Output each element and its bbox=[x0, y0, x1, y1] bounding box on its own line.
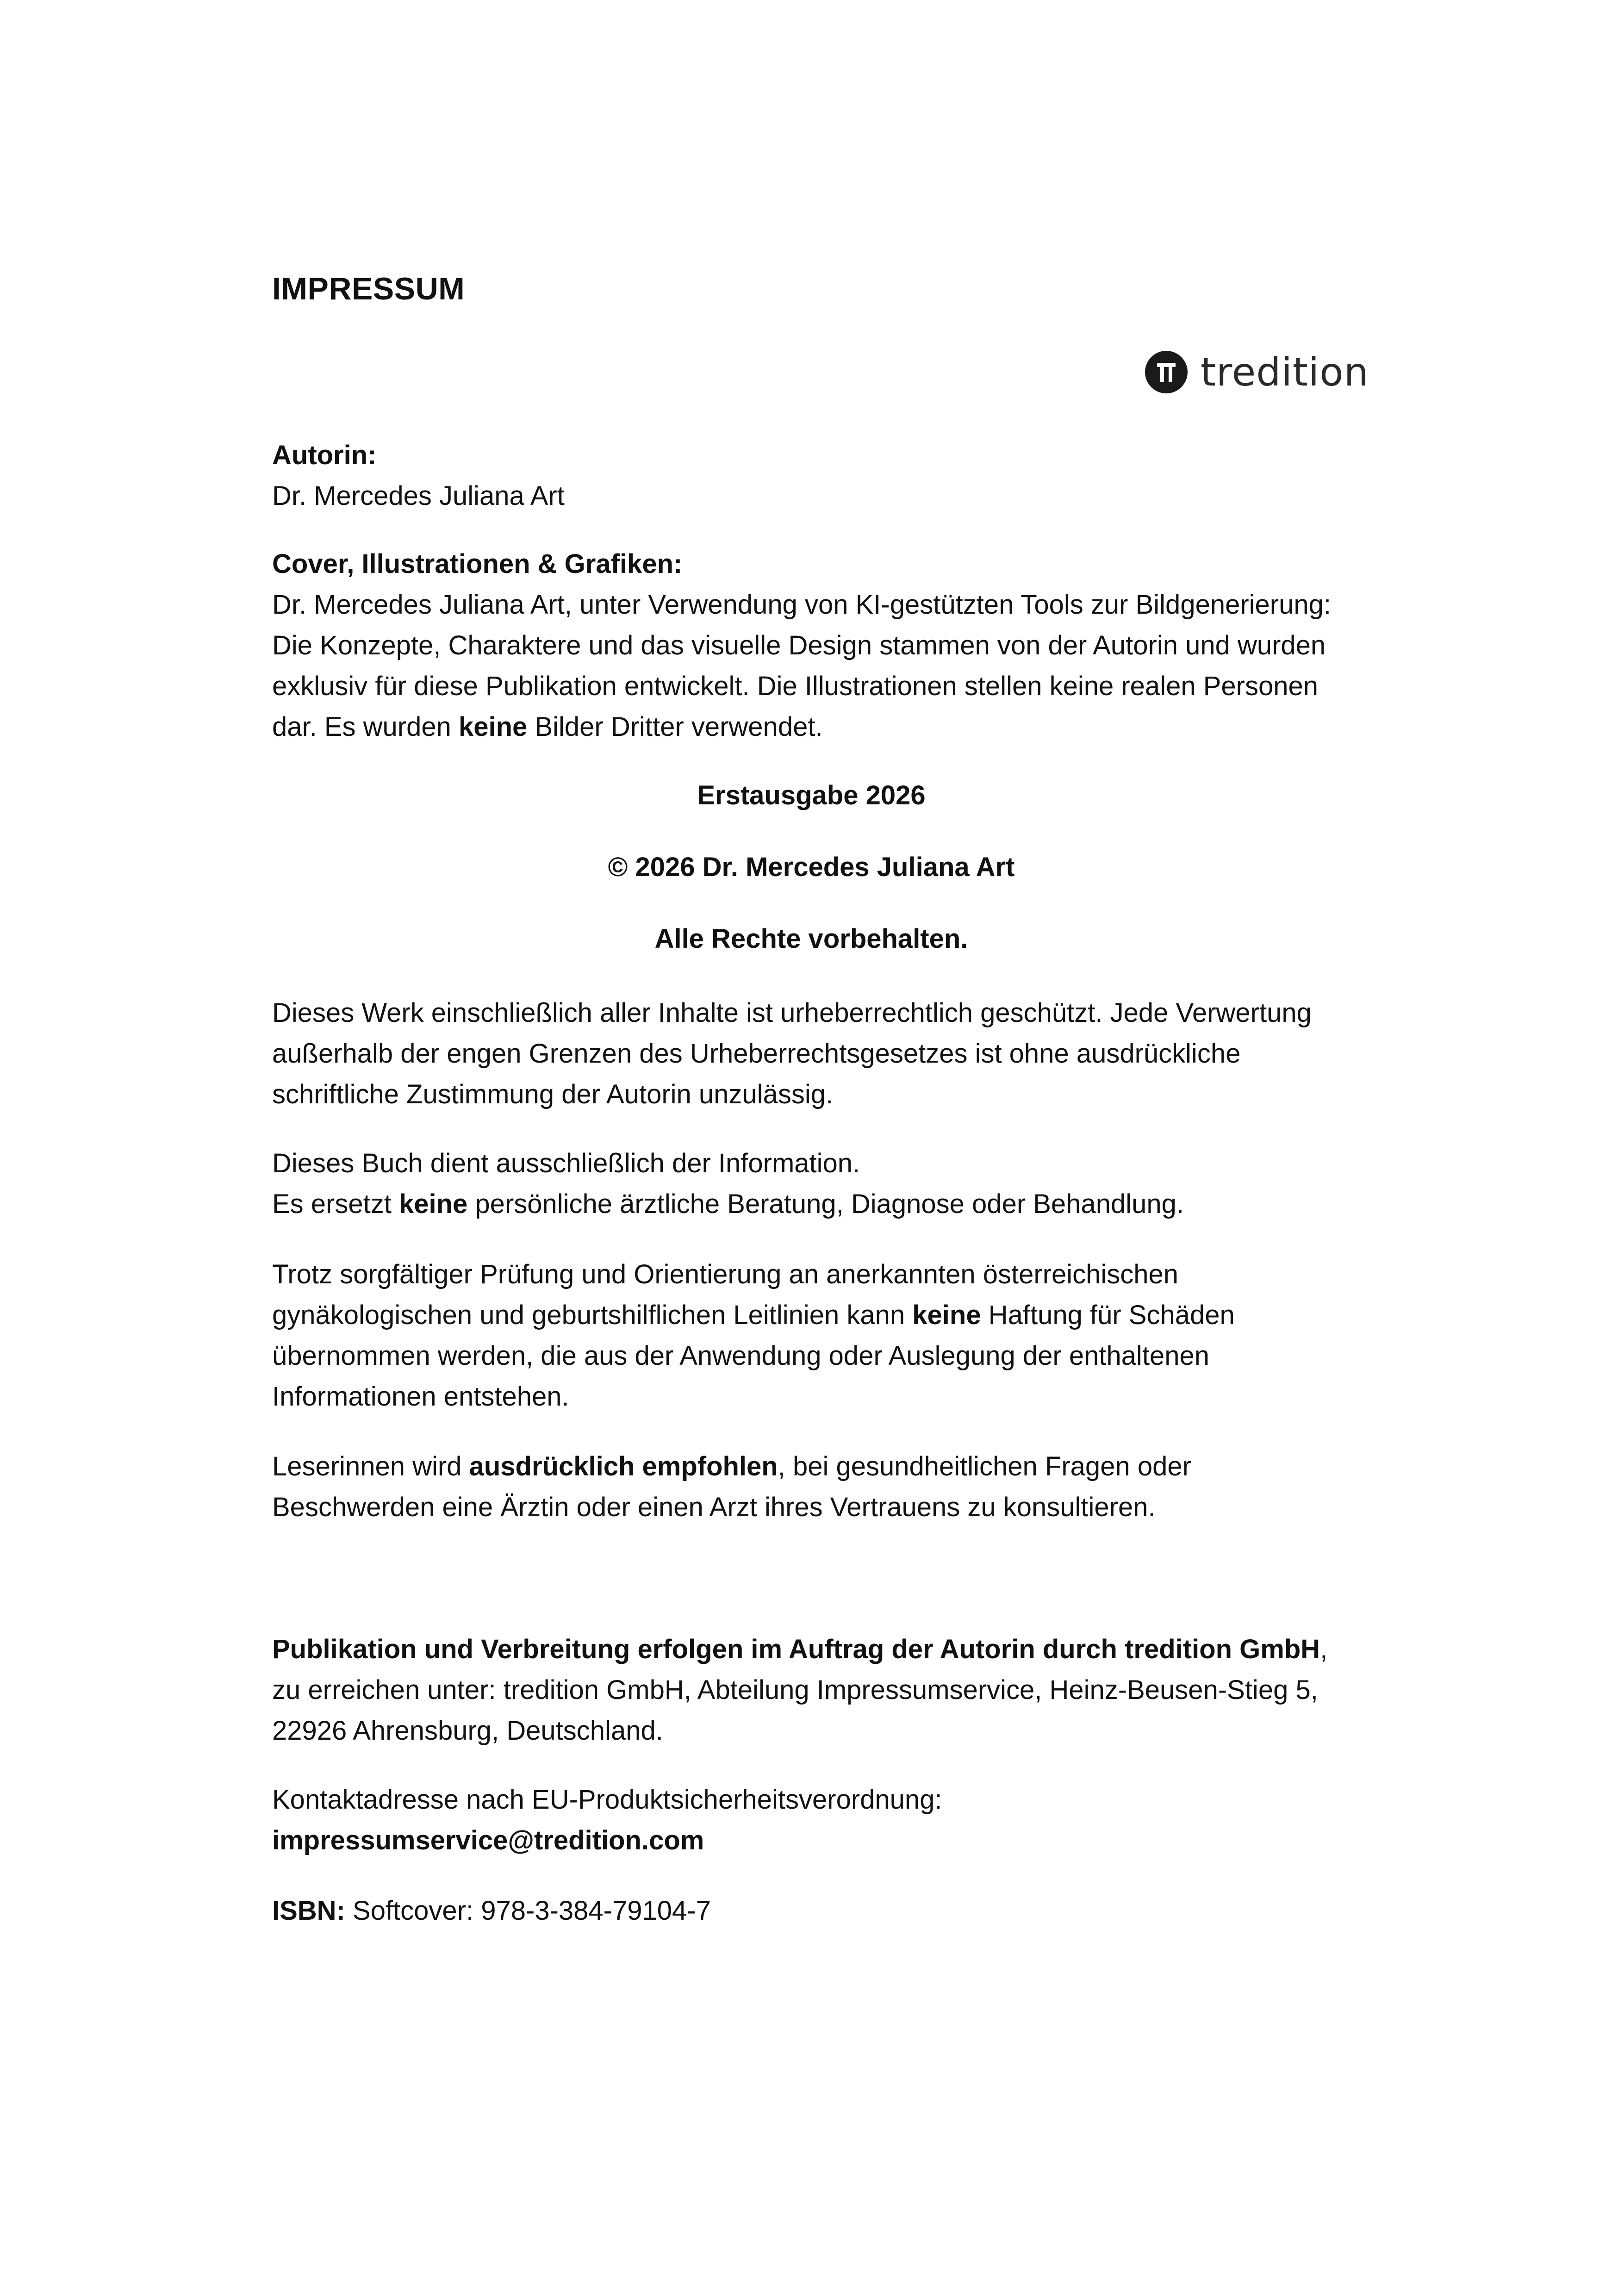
advice-paragraph: Leserinnen wird ausdrücklich empfohlen, bei gesundheitlichen Fragen oder Beschwerden eine Ärztin oder einen Arzt ihres Vertrauens zu konsultieren. bbox=[272, 1451, 1191, 1522]
cover-section bbox=[272, 544, 1350, 747]
contact-section bbox=[272, 1780, 1350, 1861]
tredition-logo-icon bbox=[1145, 351, 1188, 393]
logo-text: tredition bbox=[1201, 349, 1369, 395]
cover-label: Cover, Illustrationen & Grafiken: bbox=[272, 549, 683, 579]
publication-emphasis: Publikation und Verbreitung erfolgen im Auftrag der Autorin durch tredition GmbH bbox=[272, 1634, 1320, 1664]
info-line-2: Es ersetzt keine persönliche ärztliche Beratung, Diagnose oder Behandlung. bbox=[272, 1189, 1184, 1219]
contact-email[interactable]: impressumservice@tredition.com bbox=[272, 1825, 704, 1855]
liability-paragraph: Trotz sorgfältiger Prüfung und Orientierung an anerkannten österreichischen gynäkologischen und geburtshilflichen Leitlinien kann keine Haftung für Schäden übernommen werden, die aus der Anwendung oder Auslegung der enthaltenen Informationen entstehen. bbox=[272, 1259, 1235, 1412]
info-paragraph bbox=[272, 1143, 1350, 1225]
copyright: © 2026 Dr. Mercedes Juliana Art bbox=[608, 852, 1015, 882]
rights-reserved: Alle Rechte vorbehalten. bbox=[654, 924, 968, 954]
info-emphasis: keine bbox=[398, 1189, 468, 1219]
edition: Erstausgabe 2026 bbox=[697, 780, 926, 810]
copyright-paragraph: Dieses Werk einschließlich aller Inhalte ist urheberrechtlich geschützt. Jede Verwertung außerhalb der engen Grenzen des Urheberrechtsgesetzes ist ohne ausdrückliche schriftliche Zustimmung der Autorin unzulässig. bbox=[272, 998, 1312, 1109]
publisher-logo bbox=[1145, 349, 1369, 395]
cover-text: Dr. Mercedes Juliana Art, unter Verwendung von KI-gestützten Tools zur Bildgenerierung: Die Konzepte, Charaktere und das visuelle Design stammen von der Autorin und wurden exklusiv für diese Publikation entwickelt. Die Illustrationen stellen keine realen Personen dar. Es wurden keine Bilder Dritter verwendet. bbox=[272, 590, 1331, 742]
advice-emphasis: ausdrücklich empfohlen bbox=[469, 1451, 778, 1481]
isbn-value: Softcover: 978-3-384-79104-7 bbox=[345, 1896, 711, 1926]
author-label: Autorin: bbox=[272, 440, 377, 470]
author-name: Dr. Mercedes Juliana Art bbox=[272, 481, 565, 511]
author-section bbox=[272, 435, 1350, 516]
info-line: Dieses Buch dient ausschließlich der Information. bbox=[272, 1148, 860, 1178]
isbn bbox=[272, 1891, 1350, 1931]
publication-paragraph: Publikation und Verbreitung erfolgen im Auftrag der Autorin durch tredition GmbH, zu erreichen unter: tredition GmbH, Abteilung Impressumservice, Heinz-Beusen-Stieg 5, 22926 Ahrensburg, Deutschland. bbox=[272, 1634, 1328, 1746]
isbn-label: ISBN: bbox=[272, 1896, 345, 1926]
cover-emphasis: keine bbox=[459, 712, 528, 742]
page-title: IMPRESSUM bbox=[272, 271, 465, 306]
liability-emphasis: keine bbox=[912, 1300, 981, 1330]
contact-label: Kontaktadresse nach EU-Produktsicherheitsverordnung: bbox=[272, 1785, 942, 1815]
